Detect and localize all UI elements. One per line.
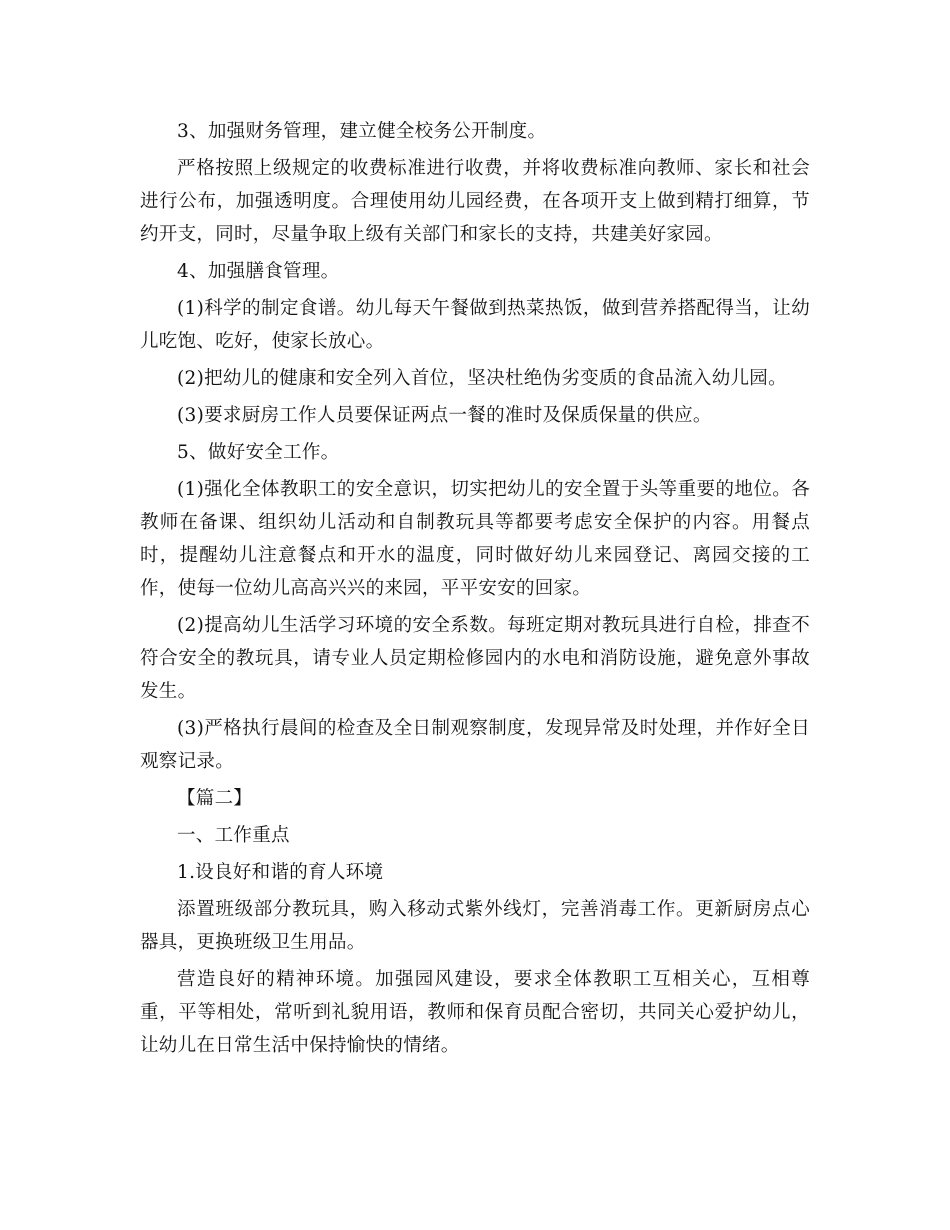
paragraph-safety-2: (2)提高幼儿生活学习环境的安全系数。每班定期对教玩具进行自检，排查不符合安全的教玩具，请专业人员定期检修园内的水电和消防设施，避免意外事故发生。 bbox=[140, 615, 810, 702]
section-heading-focus: 一、工作重点 bbox=[177, 825, 290, 846]
paragraph-safety-3: (3)严格执行晨间的检查及全日制观察制度，发现异常及时处理，并作好全日观察记录。 bbox=[140, 718, 810, 772]
paragraph-diet-2: (2)把幼儿的健康和安全列入首位，坚决杜绝伪劣变质的食品流入幼儿园。 bbox=[177, 368, 787, 389]
paragraph-spirit: 营造良好的精神环境。加强园风建设，要求全体教职工互相关心，互相尊重，平等相处，常听到礼貌用语，教师和保育员配合密切，共同关心爱护幼儿，让幼儿在日常生活中保持愉快的情绪。 bbox=[140, 969, 810, 1056]
section-heading-safety: 5、做好安全工作。 bbox=[177, 442, 340, 463]
paragraph-safety-1: (1)强化全体教职工的安全意识，切实把幼儿的安全置于头等重要的地位。各教师在备课、组织幼儿活动和自制教玩具等都要考虑安全保护的内容。用餐点时，提醒幼儿注意餐点和开水的温度，同时做好幼儿来园登记、离园交接的工作，使每一位幼儿高高兴兴的来园，平平安安的回家。 bbox=[140, 479, 810, 599]
paragraph-diet-1: (1)科学的制定食谱。幼儿每天午餐做到热菜热饭，做到营养搭配得当，让幼儿吃饱、吃好，使家长放心。 bbox=[140, 298, 810, 352]
part-heading: 【篇二】 bbox=[177, 788, 253, 809]
section-heading-diet: 4、加强膳食管理。 bbox=[177, 261, 340, 282]
paragraph-equipment: 添置班级部分教玩具，购入移动式紫外线灯，完善消毒工作。更新厨房点心器具，更换班级卫生用品。 bbox=[140, 899, 810, 953]
subsection-heading-environment: 1.设良好和谐的育人环境 bbox=[177, 862, 384, 883]
paragraph-diet-3: (3)要求厨房工作人员要保证两点一餐的准时及保质保量的供应。 bbox=[177, 405, 712, 426]
section-heading-finance: 3、加强财务管理，建立健全校务公开制度。 bbox=[177, 121, 547, 142]
paragraph-fees: 严格按照上级规定的收费标准进行收费，并将收费标准向教师、家长和社会进行公布，加强透明度。合理使用幼儿园经费，在各项开支上做到精打细算，节约开支，同时，尽量争取上级有关部门和家长的支持，共建美好家园。 bbox=[140, 158, 810, 245]
